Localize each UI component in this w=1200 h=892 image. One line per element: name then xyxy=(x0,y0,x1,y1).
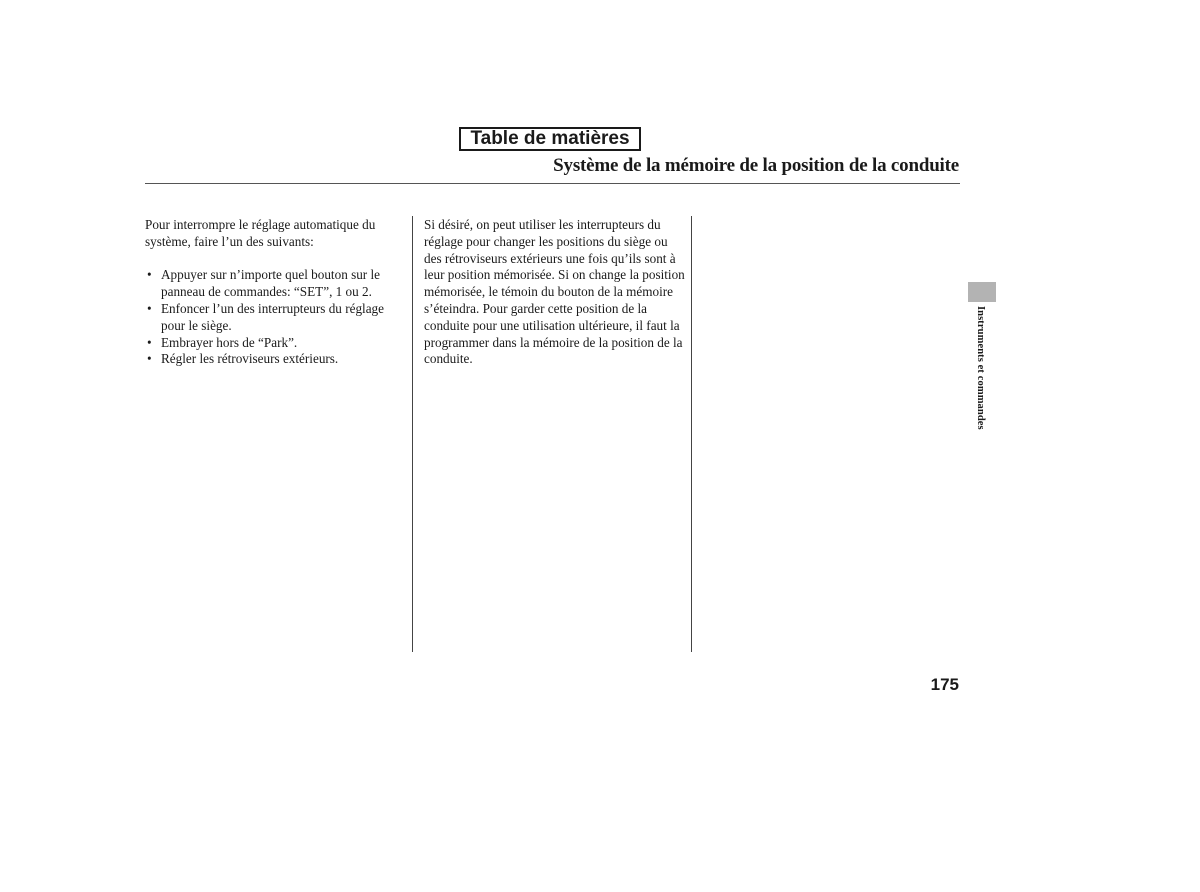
bullet-icon: • xyxy=(147,334,152,350)
list-item xyxy=(145,267,407,301)
list-item-text: Régler les rétroviseurs extérieurs. xyxy=(161,351,339,367)
bullet-icon: • xyxy=(147,267,152,283)
list-item xyxy=(145,301,407,335)
page-number: 175 xyxy=(930,675,959,694)
bullet-list xyxy=(145,267,407,368)
page-title: Système de la mémoire de la position de la conduite xyxy=(553,155,959,176)
body-paragraph: Si désiré, on peut utiliser les interrupteurs du réglage pour changer les positions du siège ou des rétroviseurs extérieurs une fois qu’ils sont à leur position mémorisée. Si on change la position mémorisée, le témoin du bouton de la mémoire s’éteindra. Pour garder cette position de la conduite pour une utilisation ultérieure, il faut la programmer dans la mémoire de la position de la conduite. xyxy=(424,217,685,367)
bullet-icon: • xyxy=(147,351,152,367)
middle-column xyxy=(424,217,686,368)
section-tab-marker xyxy=(968,282,996,302)
section-label: Instruments et commandes xyxy=(975,306,986,430)
intro-paragraph: Pour interrompre le réglage automatique du système, faire l’un des suivants: xyxy=(145,217,376,249)
bullet-icon: • xyxy=(147,300,152,316)
list-item xyxy=(145,351,407,368)
column-divider xyxy=(412,216,413,652)
list-item xyxy=(145,335,407,352)
left-column xyxy=(145,217,407,368)
table-of-contents-button[interactable]: Table de matières xyxy=(459,127,641,151)
header-divider xyxy=(145,183,960,184)
list-item-text: Enfoncer l’un des interrupteurs du réglage pour le siège. xyxy=(161,300,385,333)
list-item-text: Embrayer hors de “Park”. xyxy=(161,334,298,350)
column-divider xyxy=(691,216,692,652)
list-item-text: Appuyer sur n’importe quel bouton sur le panneau de commandes: “SET”, 1 ou 2. xyxy=(161,267,381,300)
